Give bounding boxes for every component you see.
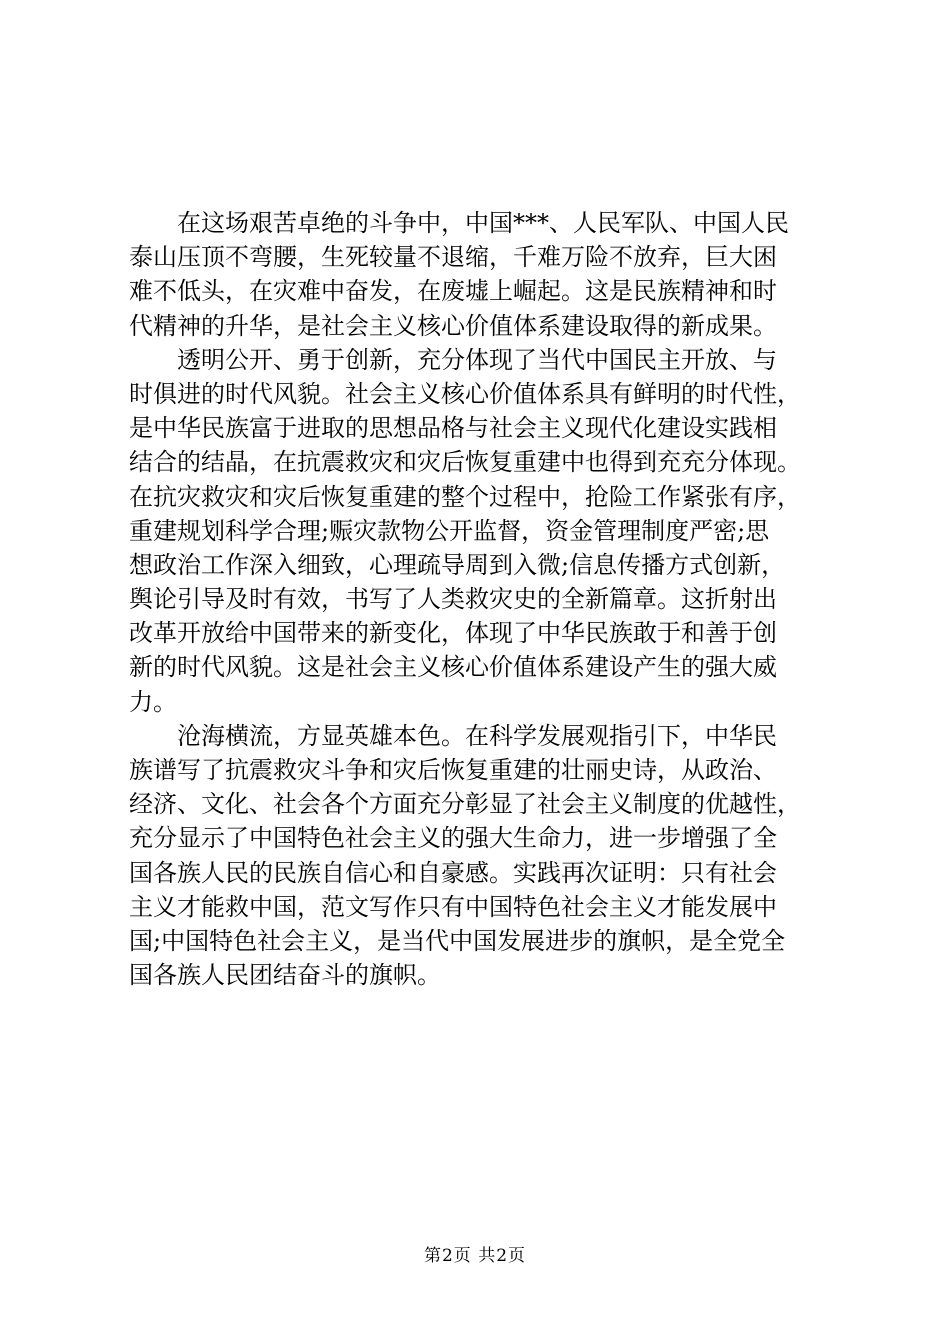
text-line: 国;中国特色社会主义，是当代中国发展进步的旗帜，是全党全 <box>129 926 786 955</box>
text-line: 时俱进的时代风貌。社会主义核心价值体系具有鲜明的时代性， <box>129 379 801 408</box>
text-line: 经济、文化、社会各个方面充分彰显了社会主义制度的优越性， <box>129 790 801 819</box>
text-line: 结合的结晶，在抗震救灾和灾后恢复重建中也得到充充分体现。 <box>129 448 801 477</box>
page-number-label: 第2页 共2页 <box>423 1246 527 1266</box>
text-line: 国各族人民的民族自信心和自豪感。实践再次证明：只有社会 <box>129 858 777 887</box>
text-line: 代精神的升华，是社会主义核心价值体系建设取得的新成果。 <box>129 311 777 340</box>
text-line: 在抗灾救灾和灾后恢复重建的整个过程中，抢险工作紧张有序， <box>129 482 801 511</box>
paragraph-2 <box>129 343 834 719</box>
text-line: 是中华民族富于进取的思想品格与社会主义现代化建设实践相 <box>129 414 777 443</box>
text-line: 力。 <box>129 687 177 716</box>
text-line: 透明公开、勇于创新，充分体现了当代中国民主开放、与 <box>177 345 777 374</box>
paragraph-3 <box>129 719 834 993</box>
text-line: 想政治工作深入细致，心理疏导周到入微;信息传播方式创新， <box>129 550 786 579</box>
text-line: 重建规划科学合理;赈灾款物公开监督，资金管理制度严密;思 <box>129 516 770 545</box>
text-line: 在这场艰苦卓绝的斗争中，中国***、人民军队、中国人民 <box>177 209 789 237</box>
text-line: 主义才能救中国，范文写作只有中国特色社会主义才能发展中 <box>129 892 777 921</box>
text-line: 难不低头，在灾难中奋发，在废墟上崛起。这是民族精神和时 <box>129 277 777 306</box>
text-line: 舆论引导及时有效，书写了人类救灾史的全新篇章。这折射出 <box>129 585 777 614</box>
text-line: 泰山压顶不弯腰，生死较量不退缩，千难万险不放弃，巨大困 <box>129 243 777 272</box>
page-footer <box>0 1245 950 1267</box>
paragraph-1 <box>129 206 834 343</box>
text-line: 新的时代风貌。这是社会主义核心价值体系建设产生的强大威 <box>129 653 777 682</box>
text-line: 充分显示了中国特色社会主义的强大生命力，进一步增强了全 <box>129 824 777 853</box>
text-line: 沧海横流，方显英雄本色。在科学发展观指引下，中华民 <box>177 721 777 750</box>
text-line: 国各族人民团结奋斗的旗帜。 <box>129 961 441 990</box>
text-line: 族谱写了抗震救灾斗争和灾后恢复重建的壮丽史诗，从政治、 <box>129 756 777 784</box>
text-line: 改革开放给中国带来的新变化，体现了中华民族敢于和善于创 <box>129 619 777 648</box>
document-body <box>129 206 834 992</box>
